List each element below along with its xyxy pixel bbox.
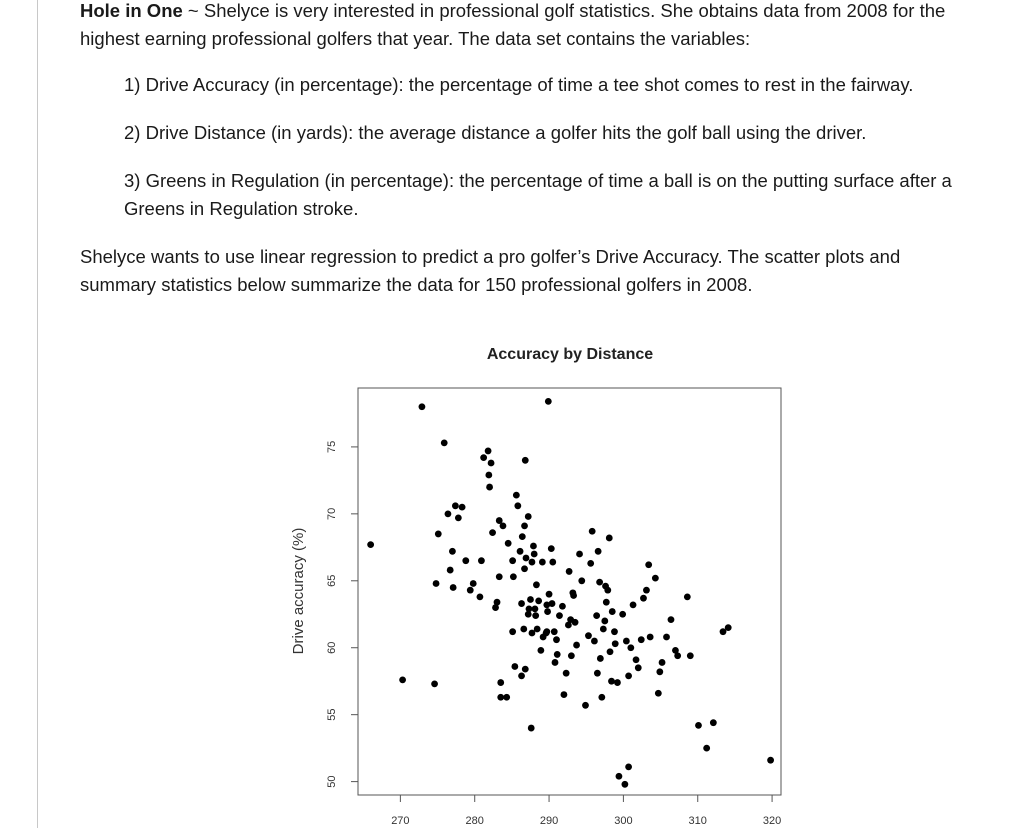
data-point xyxy=(570,592,577,599)
data-point xyxy=(510,573,517,580)
y-axis xyxy=(326,441,358,788)
data-point xyxy=(587,560,594,567)
data-point xyxy=(593,612,600,619)
data-point xyxy=(526,606,533,613)
data-point xyxy=(477,593,484,600)
data-point xyxy=(537,647,544,654)
data-point xyxy=(633,656,640,663)
data-point xyxy=(485,472,492,479)
data-point xyxy=(596,579,603,586)
data-point xyxy=(433,580,440,587)
data-point xyxy=(462,557,469,564)
data-point xyxy=(488,460,495,467)
data-point xyxy=(367,541,374,548)
x-axis xyxy=(391,795,781,827)
data-point xyxy=(455,514,462,521)
data-point xyxy=(532,606,539,613)
data-point xyxy=(607,648,614,655)
data-point xyxy=(503,694,510,701)
data-point xyxy=(609,608,616,615)
data-point xyxy=(619,611,626,618)
data-point xyxy=(513,492,520,499)
list-item: 3) Greens in Regulation (in percentage): the percentage of time a ball is on the putting surface after a Greens in Regulation stroke. xyxy=(124,170,952,219)
data-point xyxy=(591,638,598,645)
data-point xyxy=(647,634,654,641)
data-point xyxy=(543,628,550,635)
data-point xyxy=(551,628,558,635)
data-point xyxy=(585,632,592,639)
data-point xyxy=(606,535,613,542)
intro-text: ~ Shelyce is very interested in professional golf statistics. She obtains data from 2008 for the highest earning professional golfers that year. The data set contains the variables: xyxy=(80,0,946,49)
data-point xyxy=(445,510,452,517)
data-point xyxy=(572,619,579,626)
data-point xyxy=(552,659,559,666)
data-point xyxy=(663,634,670,641)
data-point xyxy=(399,676,406,683)
data-point xyxy=(489,529,496,536)
data-point xyxy=(535,597,542,604)
data-point xyxy=(546,591,553,598)
data-point xyxy=(519,533,526,540)
data-point xyxy=(643,587,650,594)
data-point xyxy=(532,612,539,619)
data-point xyxy=(441,439,448,446)
x-tick-label: 320 xyxy=(762,815,782,827)
data-point xyxy=(767,757,774,764)
data-point xyxy=(710,719,717,726)
data-point xyxy=(447,567,454,574)
data-point xyxy=(640,595,647,602)
y-axis-label: Drive accuracy (%) xyxy=(290,527,307,655)
data-point xyxy=(566,568,573,575)
data-point xyxy=(496,573,503,580)
data-point xyxy=(630,601,637,608)
data-point xyxy=(553,636,560,643)
list-item: 2) Drive Distance (in yards): the average distance a golfer hits the golf ball using the driver. xyxy=(124,122,867,143)
data-point xyxy=(695,722,702,729)
x-tick-label: 300 xyxy=(614,815,633,827)
data-point xyxy=(435,531,442,538)
data-point xyxy=(509,628,516,635)
data-point xyxy=(578,577,585,584)
data-point xyxy=(518,672,525,679)
data-point xyxy=(467,587,474,594)
y-tick-label: 65 xyxy=(326,574,338,587)
data-point xyxy=(450,584,457,591)
data-point xyxy=(419,403,426,410)
x-tick-label: 310 xyxy=(688,815,707,827)
data-point xyxy=(528,725,535,732)
y-tick-label: 50 xyxy=(326,775,338,788)
data-point xyxy=(554,651,561,658)
data-point xyxy=(452,502,459,509)
data-point xyxy=(645,561,652,568)
data-point xyxy=(525,513,532,520)
y-tick-label: 60 xyxy=(326,641,338,654)
y-tick-label: 70 xyxy=(326,507,338,520)
y-tick-label: 75 xyxy=(326,440,338,454)
data-point xyxy=(470,580,477,587)
data-points xyxy=(367,398,774,788)
data-point xyxy=(616,773,623,780)
data-point xyxy=(522,666,529,673)
data-point xyxy=(509,557,516,564)
data-point xyxy=(559,603,566,610)
data-point xyxy=(520,626,527,633)
problem-title: Hole in One xyxy=(80,0,183,21)
data-point xyxy=(687,652,694,659)
data-point xyxy=(668,616,675,623)
data-point xyxy=(485,448,492,455)
data-point xyxy=(505,540,512,547)
data-point xyxy=(674,652,681,659)
data-point xyxy=(478,557,485,564)
data-point xyxy=(521,522,528,529)
data-point xyxy=(608,678,615,685)
data-point xyxy=(635,664,642,671)
data-point xyxy=(497,679,504,686)
data-point xyxy=(604,587,611,594)
data-point xyxy=(544,608,551,615)
data-point xyxy=(611,628,618,635)
data-point xyxy=(595,548,602,555)
x-tick-label: 280 xyxy=(465,815,484,827)
data-point xyxy=(625,763,632,770)
data-point xyxy=(589,528,596,535)
data-point xyxy=(656,668,663,675)
data-point xyxy=(598,694,605,701)
data-point xyxy=(582,702,589,709)
summary-paragraph: Shelyce wants to use linear regression to predict a pro golfer’s Drive Accuracy. The scatter plots and summary statistics below summarize the data for 150 professional golfers in 2008. xyxy=(80,246,901,295)
data-point xyxy=(563,670,570,677)
data-point xyxy=(534,626,541,633)
data-point xyxy=(521,565,528,572)
data-point xyxy=(625,672,632,679)
data-point xyxy=(549,559,556,566)
data-point xyxy=(539,559,546,566)
plot-frame xyxy=(358,388,781,795)
data-point xyxy=(500,522,507,529)
data-point xyxy=(527,596,534,603)
y-tick-label: 55 xyxy=(326,708,338,721)
data-point xyxy=(576,551,583,558)
data-point xyxy=(480,454,487,461)
x-tick-label: 270 xyxy=(391,815,410,827)
data-point xyxy=(518,600,525,607)
data-point xyxy=(530,543,537,550)
data-point xyxy=(655,690,662,697)
data-point xyxy=(497,694,504,701)
data-point xyxy=(459,504,466,511)
data-point xyxy=(511,663,518,670)
data-point xyxy=(529,559,536,566)
data-point xyxy=(684,593,691,600)
data-point xyxy=(659,659,666,666)
data-point xyxy=(549,600,556,607)
list-item: 1) Drive Accuracy (in percentage): the percentage of time a tee shot comes to rest in the fairway. xyxy=(124,74,914,95)
data-point xyxy=(568,652,575,659)
data-point xyxy=(449,548,456,555)
data-point xyxy=(494,599,501,606)
data-point xyxy=(522,457,529,464)
data-point xyxy=(531,551,538,558)
data-point xyxy=(703,745,710,752)
data-point xyxy=(597,655,604,662)
data-point xyxy=(600,626,607,633)
data-point xyxy=(545,398,552,405)
data-point xyxy=(486,484,493,491)
data-point xyxy=(556,612,563,619)
data-point xyxy=(725,624,732,631)
x-tick-label: 290 xyxy=(539,815,559,827)
data-point xyxy=(514,502,521,509)
data-point xyxy=(623,638,630,645)
data-point xyxy=(614,679,621,686)
data-point xyxy=(431,680,438,687)
chart-title: Accuracy by Distance xyxy=(486,346,654,363)
data-point xyxy=(638,636,645,643)
data-point xyxy=(612,640,619,647)
data-point xyxy=(603,599,610,606)
data-point xyxy=(627,644,634,651)
data-point xyxy=(652,575,659,582)
data-point xyxy=(533,581,540,588)
data-point xyxy=(621,781,628,788)
data-point xyxy=(517,548,524,555)
data-point xyxy=(594,670,601,677)
data-point xyxy=(561,691,568,698)
data-point xyxy=(523,555,530,562)
data-point xyxy=(601,618,608,625)
data-point xyxy=(573,642,580,649)
data-point xyxy=(548,545,555,552)
